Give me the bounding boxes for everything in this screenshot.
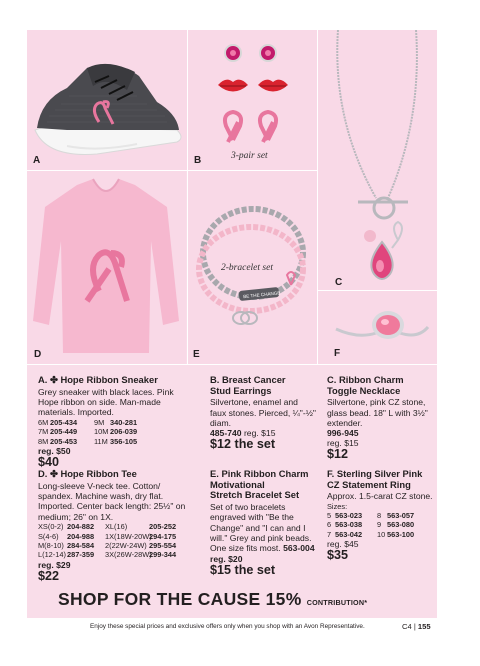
sku-size: M(8-10) (38, 541, 64, 551)
product-e-sku: 563-004 (283, 543, 315, 554)
sku-size: 11M (94, 436, 108, 446)
product-d-details (38, 469, 188, 583)
sku-row (327, 511, 435, 520)
caption-2-bracelet-set: 2-bracelet set (221, 263, 273, 273)
product-c-sku: 996-945 (327, 428, 359, 439)
product-f-description: Approx. 1.5-carat CZ stone. (327, 491, 433, 502)
product-a-details (38, 375, 188, 469)
product-d-reg-price: reg. $29 (38, 559, 71, 570)
sku-number: 204-882 (67, 522, 95, 532)
banner-text: SHOP FOR THE CAUSE 15% (58, 589, 302, 609)
product-f-title-line: CZ Statement Ring (327, 478, 411, 490)
sku-row (38, 522, 188, 531)
divider (317, 30, 318, 364)
product-c-title-line: C. Ribbon Charm (327, 374, 404, 385)
sku-size: 10 (377, 529, 386, 539)
divider (187, 30, 188, 364)
product-b-title (210, 375, 316, 396)
sku-number: 299-344 (149, 550, 177, 560)
sku-number: 340-281 (110, 417, 138, 427)
sku-number: 563-023 (335, 511, 363, 520)
sku-number: 563-057 (387, 511, 415, 520)
sku-row (38, 437, 188, 446)
product-f-title (327, 469, 435, 490)
product-c-title (327, 375, 435, 396)
bracelet-engraving: BE THE CHANGE (242, 290, 281, 300)
sku-size: 1X(18W-20W) (105, 531, 152, 541)
sku-row (38, 541, 188, 550)
sku-number: 563-038 (335, 520, 363, 530)
divider (318, 290, 437, 291)
product-e-details (210, 469, 316, 577)
sku-number: 205-453 (50, 436, 78, 446)
sku-size: 7 (327, 529, 332, 539)
product-b-price: $12 the set (210, 437, 276, 452)
banner-contribution: CONTRIBUTION* (306, 598, 368, 607)
product-c-description: Silvertone, pink CZ stone, glass bead. 18" L with 3½" extender. (327, 397, 428, 428)
sku-size: 6 (327, 520, 332, 530)
page-code: C4 (402, 622, 412, 631)
sku-number: 204-988 (67, 531, 95, 541)
sku-size: 8M (38, 436, 49, 446)
sku-number: 287-359 (67, 550, 95, 560)
sku-size: 9 (377, 520, 382, 530)
product-e-title-line: Stretch Bracelet Set (210, 489, 300, 501)
sku-number: 294-175 (149, 531, 177, 541)
sku-size: L(12-14) (38, 550, 66, 560)
product-e-reg-price: reg. $20 (210, 553, 243, 564)
page-number: C4 | 155 (402, 622, 431, 631)
sku-number: 295-554 (149, 541, 177, 551)
product-e-description (210, 502, 316, 554)
sku-size: S(4-6) (38, 531, 59, 541)
sku-size: 2(22W-24W) (105, 541, 147, 551)
product-a-price: $40 (38, 455, 60, 470)
panel-label-e: E (193, 349, 200, 360)
product-c-price: $12 (327, 447, 349, 462)
sku-number: 205-434 (50, 417, 78, 427)
product-f-title-line: F. Sterling Silver Pink (327, 468, 423, 479)
panel-f-ring (318, 291, 437, 364)
necklace-image (318, 30, 437, 290)
panel-label-c: C (335, 277, 343, 288)
earrings-image (188, 30, 317, 170)
product-e-title (210, 469, 316, 501)
sku-row (327, 530, 435, 539)
panel-label-f: F (334, 348, 341, 359)
product-b-sku: 485-740 (210, 428, 242, 439)
panel-label-b: B (194, 155, 202, 166)
panel-label-a: A (33, 155, 41, 166)
sku-row (38, 427, 188, 436)
sku-size: XS(0-2) (38, 522, 64, 532)
page-number-value: 155 (417, 622, 431, 631)
product-d-price: $22 (38, 568, 60, 583)
product-e-title-line: Motivational (210, 478, 265, 490)
sku-number: 206-039 (110, 427, 138, 437)
product-c-reg-price: reg. $15 (327, 438, 359, 449)
divider (27, 364, 437, 365)
sku-number: 563-080 (387, 520, 415, 530)
sku-size: 7M (38, 427, 49, 437)
sku-size: 5 (327, 511, 332, 520)
product-d-title: D. ✤ Hope Ribbon Tee (38, 468, 137, 479)
sku-size: 10M (94, 427, 109, 437)
product-e-description-text: Set of two bracelets engraved with "Be the Change" and "I can and I will." Grey and pink beads. One size fits most. (210, 501, 312, 554)
product-f-details (327, 469, 435, 562)
panel-d-tee (27, 171, 186, 364)
product-f-sizes-label: Sizes: (327, 501, 348, 511)
product-f-price: $35 (327, 548, 349, 563)
sneaker-image (27, 30, 187, 170)
sku-row (327, 520, 435, 529)
sku-size: 6M (38, 417, 49, 427)
panel-b-earrings (188, 30, 317, 170)
panel-e-bracelets (187, 171, 317, 364)
footer-disclaimer: Enjoy these special prices and exclusive offers only when you shop with an Avon Representative. (90, 623, 365, 630)
product-d-description: Long-sleeve V-neck tee. Cotton/ spandex. Machine wash, dry flat. Imported. Center back length: 25½" on medium; 26" on 1X. (38, 480, 186, 522)
sku-number: 563-042 (335, 529, 363, 539)
caption-3-pair-set: 3-pair set (231, 151, 268, 161)
product-c-title-line: Toggle Necklace (327, 384, 401, 396)
sku-number: 205-449 (50, 427, 78, 437)
product-a-description: Grey sneaker with black laces. Pink Hope ribbon on side. Man-made materials. Imported. (38, 386, 174, 418)
product-b-title-line: B. Breast Cancer (210, 374, 286, 385)
sku-number: 284-584 (67, 541, 95, 551)
sku-size: 3X(26W-28W) (105, 550, 152, 560)
divider (27, 170, 317, 171)
sku-number: 563-100 (387, 529, 415, 539)
sku-row (38, 418, 188, 427)
sku-size: 8 (377, 511, 382, 520)
product-f-reg-price: reg. $45 (327, 539, 359, 550)
product-c-details (327, 375, 435, 461)
sku-row (38, 550, 188, 559)
product-e-title-line: E. Pink Ribbon Charm (210, 468, 309, 479)
product-a-title: A. ✤ Hope Ribbon Sneaker (38, 374, 158, 385)
product-a-reg-price: reg. $50 (38, 446, 71, 457)
panel-a-sneaker (27, 30, 187, 170)
shop-for-the-cause-banner (58, 589, 367, 610)
sku-row (38, 532, 188, 541)
sku-number: 205-252 (149, 522, 177, 532)
product-b-description: Silvertone, enamel and faux stones. Pierced, ¼"-½" diam. (210, 397, 316, 428)
product-b-title-line: Stud Earrings (210, 384, 272, 396)
sku-number: 356-105 (110, 436, 138, 446)
sku-size: XL(16) (105, 522, 128, 532)
panel-label-d: D (34, 349, 42, 360)
product-b-reg-price: reg. $15 (243, 428, 276, 439)
product-b-details (210, 375, 316, 451)
sku-size: 9M (94, 417, 105, 427)
tee-image (27, 171, 186, 364)
product-e-price: $15 the set (210, 562, 276, 577)
panel-c-necklace (318, 30, 437, 290)
